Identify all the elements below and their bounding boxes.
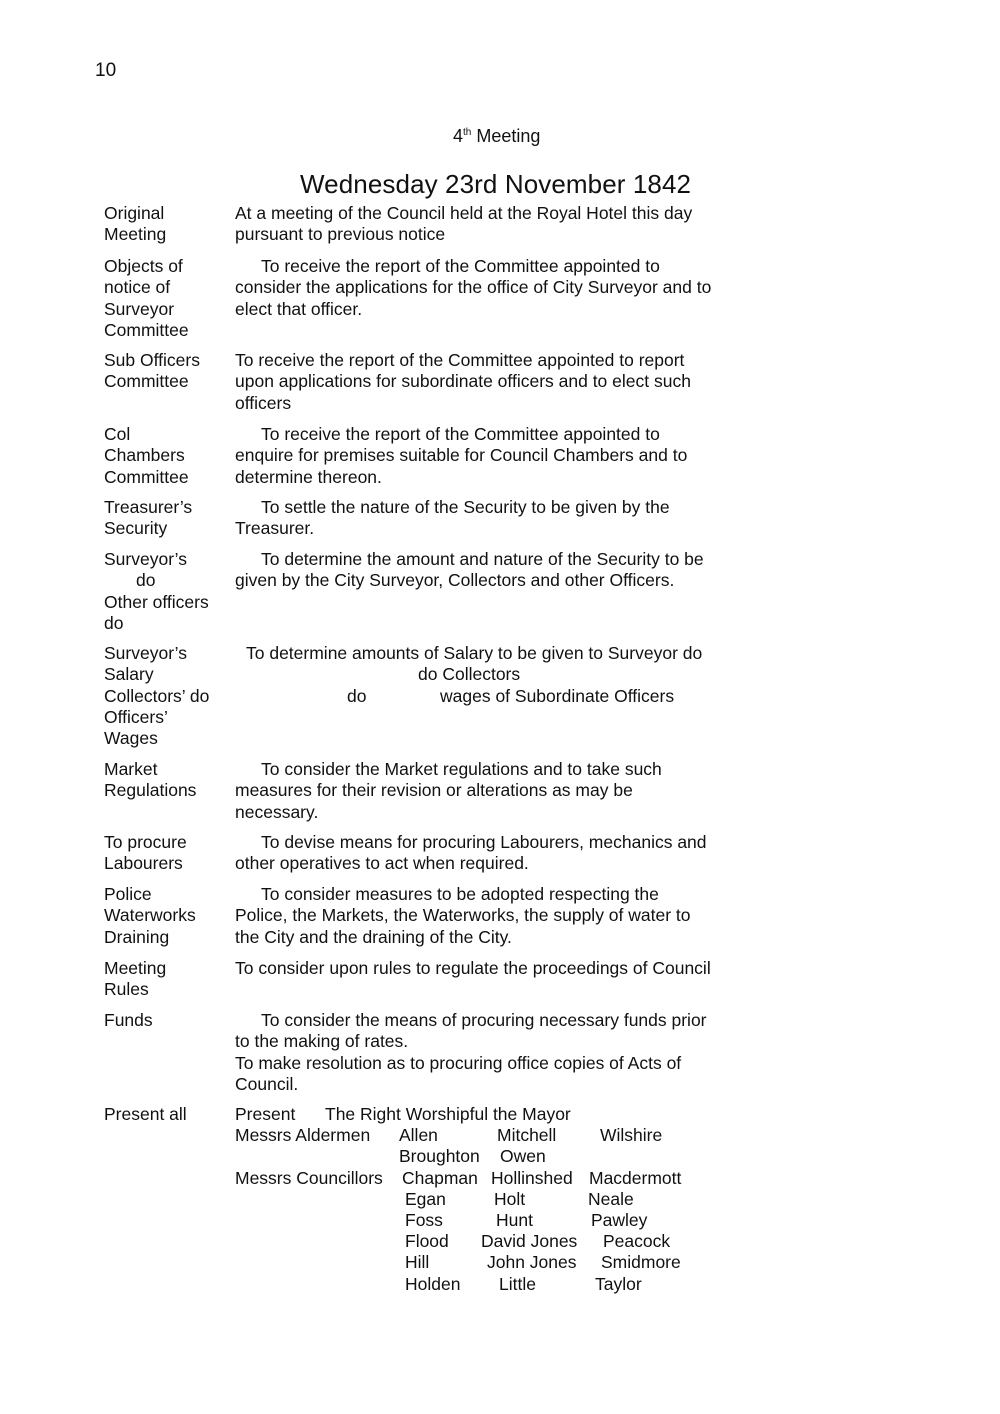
text-line: Police, the Markets, the Waterworks, the supply of water to: [235, 905, 691, 926]
margin-line: do: [104, 612, 124, 633]
margin-note: [104, 643, 229, 749]
margin-line: Col: [104, 424, 131, 444]
margin-line: notice of: [104, 277, 171, 298]
margin-line: do: [136, 570, 156, 591]
entry-text: [235, 1010, 795, 1095]
margin-note: [104, 350, 229, 393]
margin-line: Collectors’ do: [104, 685, 210, 706]
text-line: do: [347, 686, 367, 706]
margin-note: [104, 884, 229, 948]
margin-line: Committee: [104, 319, 189, 340]
margin-line: Meeting: [104, 224, 167, 245]
entry-text: [235, 759, 795, 823]
alderman-name: Wilshire: [600, 1125, 663, 1145]
margin-line: Sub Officers: [104, 350, 200, 370]
alderman-name: Broughton: [399, 1146, 480, 1166]
meeting-word: Meeting: [476, 126, 541, 146]
entry-text: [235, 203, 795, 246]
councillor-name: Chapman: [402, 1168, 478, 1188]
meeting-heading: [453, 126, 540, 147]
text-line: pursuant to previous notice: [235, 224, 446, 245]
text-line: To receive the report of the Committee appointed to: [261, 256, 660, 276]
margin-line: Other officers: [104, 591, 209, 612]
text-line: the City and the draining of the City.: [235, 926, 512, 947]
margin-note: [104, 549, 229, 634]
page-number: 10: [95, 60, 117, 81]
entry-text: [235, 958, 795, 979]
councillor-name: Hunt: [496, 1210, 533, 1230]
margin-line: Officers’: [104, 706, 168, 727]
chair-name: The Right Worshipful the Mayor: [325, 1104, 571, 1124]
text-line: enquire for premises suitable for Council Chambers and to: [235, 445, 688, 466]
text-line: officers: [235, 392, 292, 413]
text-line: measures for their revision or alterations as may be: [235, 780, 633, 801]
councillor-name: Smidmore: [601, 1252, 681, 1272]
text-line: other operatives to act when required.: [235, 853, 529, 874]
councillor-name: Hollinshed: [491, 1168, 573, 1188]
text-line: Council.: [235, 1073, 299, 1094]
councillor-name: Foss: [405, 1210, 443, 1230]
margin-note: [104, 424, 229, 488]
margin-line: Funds: [104, 1010, 153, 1030]
councillor-name: Hill: [405, 1252, 430, 1272]
councillor-name: John Jones: [487, 1252, 577, 1272]
margin-line: Draining: [104, 926, 170, 947]
text-line: wages of Subordinate Officers: [440, 686, 675, 706]
margin-line: Rules: [104, 979, 149, 1000]
text-line: upon applications for subordinate officers and to elect such: [235, 371, 691, 392]
margin-line: Police: [104, 884, 152, 904]
councillor-name: David Jones: [481, 1231, 578, 1251]
text-line: To devise means for procuring Labourers, mechanics and: [261, 832, 707, 852]
text-line: To determine the amount and nature of the Security to be: [261, 549, 704, 569]
margin-note: [104, 832, 229, 875]
alderman-name: Mitchell: [497, 1125, 557, 1145]
text-line: To receive the report of the Committee appointed to: [261, 424, 660, 444]
text-line: To consider upon rules to regulate the proceedings of Council: [235, 958, 711, 978]
attendance-margin-note: Present all: [104, 1104, 187, 1124]
margin-line: Chambers: [104, 445, 185, 466]
margin-line: Surveyor’s: [104, 549, 187, 569]
entry-text: [235, 256, 795, 320]
text-line: To receive the report of the Committee appointed to report: [235, 350, 685, 370]
text-line: To determine amounts of Salary to be given to Surveyor do: [246, 643, 703, 663]
margin-line: Security: [104, 518, 168, 539]
text-line: determine thereon.: [235, 466, 382, 487]
present-label: Present: [235, 1104, 296, 1124]
text-line: necessary.: [235, 801, 319, 822]
margin-note: [104, 1010, 229, 1031]
alderman-name: Allen: [399, 1125, 438, 1145]
councillor-name: Little: [499, 1274, 536, 1294]
margin-line: Wages: [104, 728, 158, 749]
entry-text: [235, 424, 795, 488]
margin-line: Labourers: [104, 853, 183, 874]
entry-text: [235, 497, 795, 540]
councillor-name: Holt: [494, 1189, 526, 1209]
text-line: consider the applications for the office of City Surveyor and to: [235, 277, 712, 298]
alderman-name: Owen: [500, 1146, 546, 1166]
margin-line: Salary: [104, 664, 154, 685]
margin-line: Market: [104, 759, 158, 779]
text-line: do Collectors: [418, 664, 521, 684]
margin-note: [104, 497, 229, 540]
margin-line: Committee: [104, 371, 189, 392]
entry-text: [235, 832, 795, 875]
meeting-ordinal: 4: [453, 126, 464, 146]
margin-line: Regulations: [104, 780, 197, 801]
margin-line: Surveyor’s: [104, 643, 187, 663]
margin-line: Objects of: [104, 256, 183, 276]
margin-line: Waterworks: [104, 905, 196, 926]
entry-text: [235, 350, 795, 414]
margin-note: [104, 759, 229, 802]
margin-line: Meeting: [104, 958, 167, 978]
text-line: to the making of rates.: [235, 1031, 409, 1052]
councillor-name: Egan: [405, 1189, 446, 1209]
text-line: To consider the means of procuring necessary funds prior: [261, 1010, 707, 1030]
margin-line: Original: [104, 203, 165, 223]
margin-note: [104, 256, 229, 341]
councillor-name: Neale: [588, 1189, 634, 1209]
councillor-name: Pawley: [591, 1210, 648, 1230]
margin-line: Surveyor: [104, 298, 175, 319]
councillor-name: Flood: [405, 1231, 449, 1251]
margin-line: To procure: [104, 832, 187, 852]
councillor-name: Holden: [405, 1274, 461, 1294]
text-line: At a meeting of the Council held at the Royal Hotel this day: [235, 203, 693, 223]
councillor-name: Macdermott: [589, 1168, 682, 1188]
margin-note: [104, 203, 229, 246]
margin-note: [104, 958, 229, 1001]
text-line: given by the City Surveyor, Collectors and other Officers.: [235, 570, 675, 591]
margin-line: Treasurer’s: [104, 497, 193, 517]
entry-text: [235, 884, 795, 948]
aldermen-label: Messrs Aldermen: [235, 1125, 371, 1145]
meeting-ordinal-suffix: th: [463, 127, 472, 138]
text-line: Treasurer.: [235, 518, 315, 539]
councillor-name: Taylor: [595, 1274, 642, 1294]
margin-line: Committee: [104, 466, 189, 487]
text-line: elect that officer.: [235, 298, 363, 319]
text-line: To settle the nature of the Security to be given by the: [261, 497, 670, 517]
text-line: To make resolution as to procuring office copies of Acts of: [235, 1052, 682, 1073]
councillors-label: Messrs Councillors: [235, 1168, 383, 1188]
page-title: Wednesday 23rd November 1842: [300, 169, 692, 199]
text-line: To consider measures to be adopted respecting the: [261, 884, 659, 904]
councillor-name: Peacock: [603, 1231, 671, 1251]
entry-text: [235, 643, 795, 707]
entry-text: [235, 549, 795, 592]
text-line: To consider the Market regulations and to take such: [261, 759, 662, 779]
